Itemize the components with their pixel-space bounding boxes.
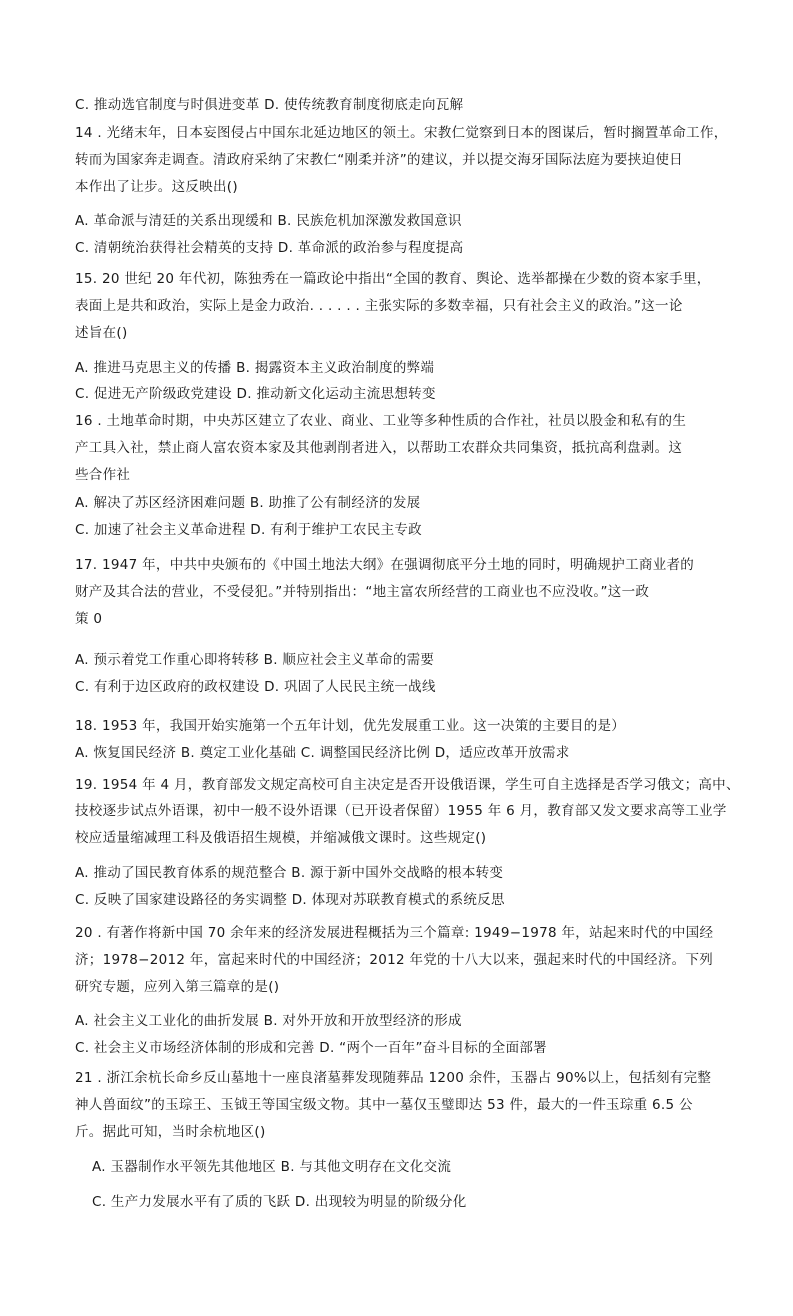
q16-stem-line-3: 些合作社 [75,467,131,483]
q20-stem-line-1: 20 . 有著作将新中国 70 余年来的经济发展进程概括为三个篇章: 1949−1978 年，站起来时代的中国经 [75,925,714,941]
q16-stem-line-1: 16 . 土地革命时期，中央苏区建立了农业、商业、工业等多种性质的合作社，社员以股金和私有的生 [75,413,687,429]
q20-stem-line-3: 研究专题，应列入第三篇章的是() [75,979,280,995]
q19-stem-line-1: 19. 1954 年 4 月，教育部发文规定高校可自主决定是否开设俄语课，学生可自主选择是否学习俄文；高中、 [75,777,740,793]
q14-stem-line-3: 本作出了让步。这反映出() [75,179,238,195]
q14-stem-line-2: 转而为国家奔走调查。清政府采纳了宋教仁“刚柔并济”的建议，并以提交海牙国际法庭为要挟迫使日 [75,152,683,168]
q14-option-cd: C. 清朝统治获得社会精英的支持 D. 革命派的政治参与程度提高 [75,240,464,256]
q16-option-cd: C. 加速了社会主义革命进程 D. 有利于维护工农民主专政 [75,522,422,538]
q19-stem-line-2: 技校逐步试点外语课，初中一般不设外语课（已开设者保留）1955 年 6 月，教育部又发文要求高等工业学 [75,803,727,819]
q15-stem-line-2: 表面上是共和政治，实际上是金力政治. . . . . . 主张实际的多数幸福，只有社会主义的政治。”这一论 [75,298,683,314]
q17-stem-line-3: 策 0 [75,611,103,627]
q17-stem-line-2: 财产及其合法的营业，不受侵犯。”并特别指出：“地主富农所经营的工商业也不应没收。”这一政 [75,584,650,600]
q19-stem-line-3: 校应适量缩减理工科及俄语招生规模，并缩减俄文课时。这些规定() [75,830,487,846]
q21-option-cd: C. 生产力发展水平有了质的飞跃 D. 出现较为明显的阶级分化 [92,1194,467,1210]
q21-stem-line-2: 神人兽面纹”的玉琮王、玉钺王等国宝级文物。其中一墓仅玉璧即达 53 件，最大的一件玉琮重 6.5 公 [75,1097,693,1113]
q15-stem-line-1: 15. 20 世纪 20 年代初，陈独秀在一篇政论中指出“全国的教育、舆论、选举都操在少数的资本家手里， [75,271,711,287]
q21-option-ab: A. 玉器制作水平领先其他地区 B. 与其他文明存在文化交流 [92,1159,452,1175]
q19-option-cd: C. 反映了国家建设路径的务实调整 D. 体现对苏联教育模式的系统反思 [75,892,505,908]
q17-option-cd: C. 有利于边区政府的政权建设 D. 巩固了人民民主统一战线 [75,679,436,695]
q16-option-ab: A. 解决了苏区经济困难问题 B. 助推了公有制经济的发展 [75,495,421,511]
q21-stem-line-1: 21 . 浙江余杭长命乡反山墓地十一座良渚墓葬发现随葬品 1200 余件，玉器占 90%以上，包括刻有完整 [75,1070,712,1086]
q20-stem-line-2: 济；1978−2012 年，富起来时代的中国经济；2012 年党的十八大以来，强起来时代的中国经济。下列 [75,952,714,968]
q14-stem-line-1: 14 . 光绪末年，日本妄图侵占中国东北延边地区的领土。宋教仁觉察到日本的图谋后，暂时搁置革命工作， [75,125,728,141]
q13-option-cd: C. 推动选官制度与时俱进变革 D. 使传统教育制度彻底走向瓦解 [75,97,464,113]
q20-option-ab: A. 社会主义工业化的曲折发展 B. 对外开放和开放型经济的形成 [75,1013,462,1029]
q18-options: A. 恢复国民经济 B. 奠定工业化基础 C. 调整国民经济比例 D，适应改革开放需求 [75,745,570,761]
q19-option-ab: A. 推动了国民教育体系的规范整合 B. 源于新中国外交战略的根本转变 [75,865,504,881]
q14-option-ab: A. 革命派与清廷的关系出现缓和 B. 民族危机加深激发救国意识 [75,213,462,229]
q15-option-cd: C. 促进无产阶级政党建设 D. 推动新文化运动主流思想转变 [75,386,436,402]
q21-stem-line-3: 斤。据此可知，当时余杭地区() [75,1124,266,1140]
q17-stem-line-1: 17. 1947 年，中共中央颁布的《中国土地法大纲》在强调彻底平分土地的同时，明确规护工商业者的 [75,557,695,573]
q15-stem-line-3: 述旨在() [75,325,128,341]
q17-option-ab: A. 预示着党工作重心即将转移 B. 顺应社会主义革命的需要 [75,652,435,668]
q16-stem-line-2: 产工具入社，禁止商人富农资本家及其他剥削者进入，以帮助工农群众共同集资，抵抗高利盘剥。这 [75,440,683,456]
q15-option-ab: A. 推进马克思主义的传播 B. 揭露资本主义政治制度的弊端 [75,360,435,376]
q20-option-cd: C. 社会主义市场经济体制的形成和完善 D. “两个一百年”奋斗目标的全面部署 [75,1040,547,1056]
q18-stem: 18. 1953 年，我国开始实施第一个五年计划，优先发展重工业。这一决策的主要目的是） [75,718,626,734]
